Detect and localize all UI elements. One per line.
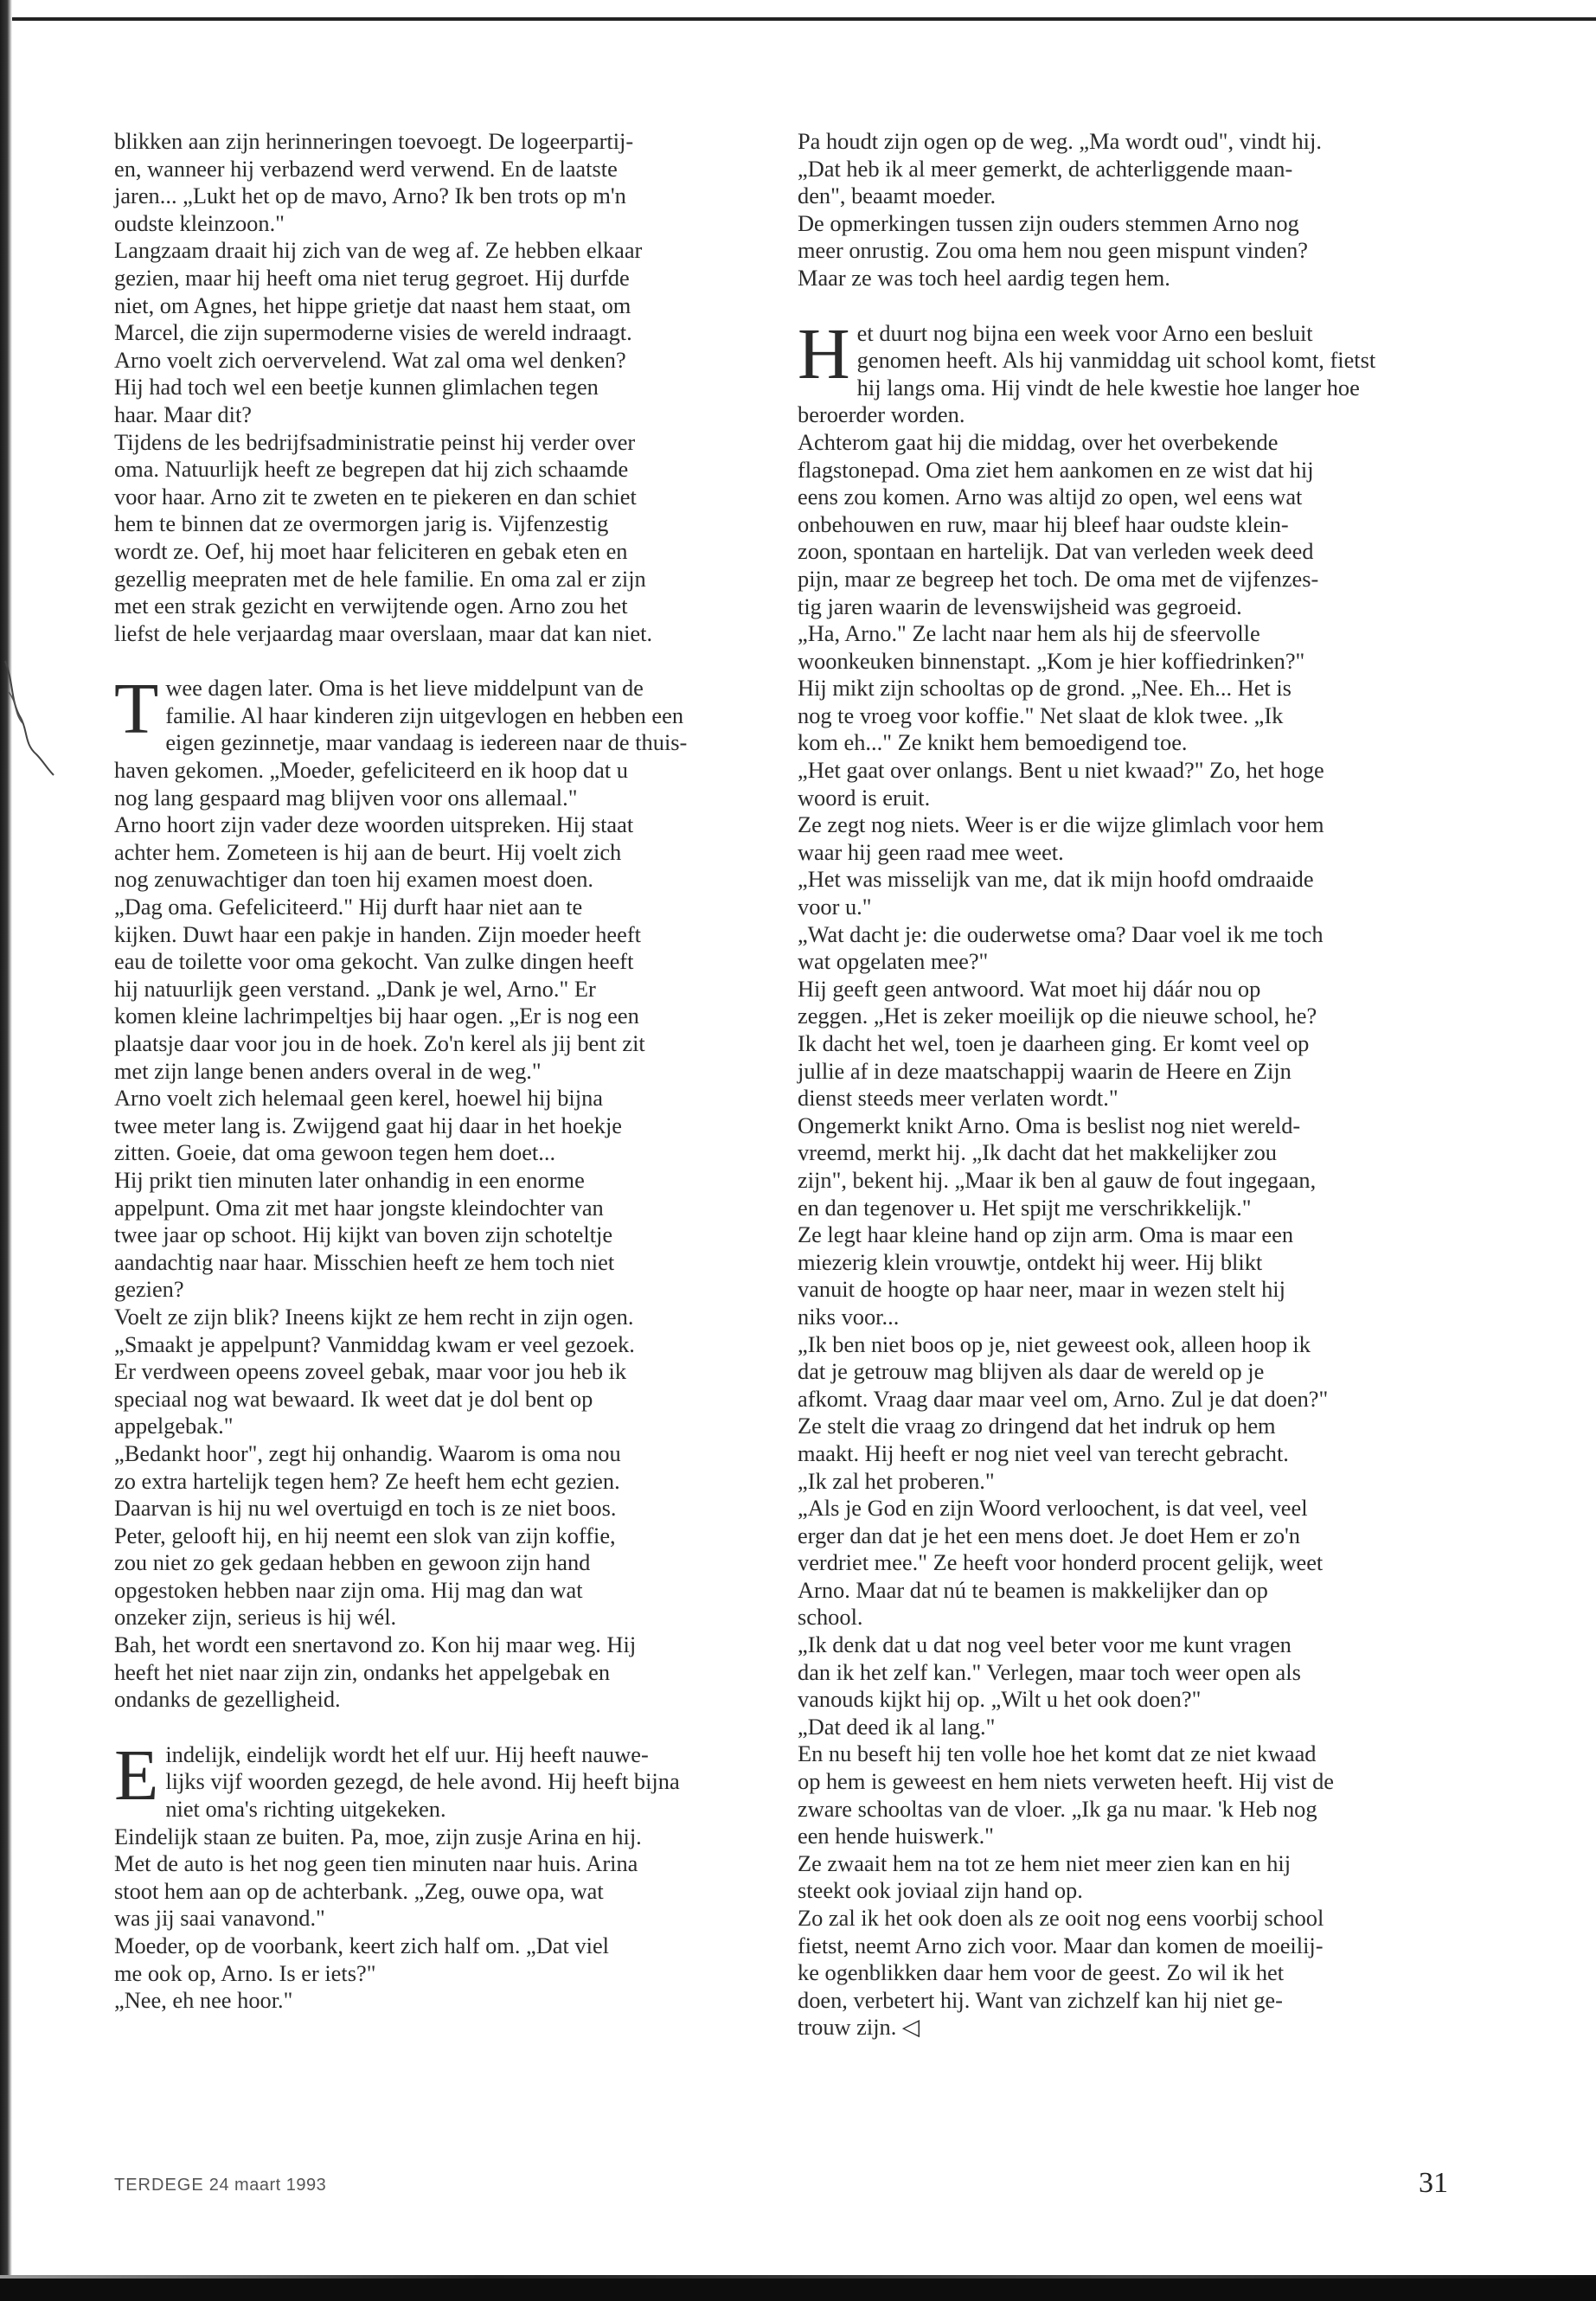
text-line: Arno voelt zich helemaal geen kerel, hoewel hij bijna (114, 1085, 603, 1112)
text-line: „Het was misselijk van me, dat ik mijn hoofd omdraaide (798, 866, 1314, 893)
text-line: wat opgelaten mee?" (798, 948, 989, 975)
text-line: liefst de hele verjaardag maar overslaan, maar dat kan niet. (114, 619, 653, 646)
text-line: Daarvan is hij nu wel overtuigd en toch is ze niet boos. (114, 1495, 617, 1522)
text-line: school. (798, 1604, 863, 1631)
text-line: indelijk, eindelijk wordt het elf uur. Hij heeft nauwe- (165, 1740, 649, 1767)
text-line: voor u." (798, 894, 872, 920)
text-line: Arno voelt zich oervervelend. Wat zal oma wel denken? (114, 346, 626, 373)
text-line: onbehouwen en ruw, maar hij bleef haar oudste klein- (798, 510, 1289, 537)
margin-scribble (2, 657, 71, 779)
paragraph (798, 128, 1439, 292)
text-line: afkomt. Vraag daar maar veel om, Arno. Zul je dat doen?" (798, 1385, 1329, 1412)
text-line: woord is eruit. (798, 784, 931, 811)
text-line: twee meter lang is. Zwijgend gaat hij daar in het hoekje (114, 1112, 622, 1138)
text-line: met een strak gezicht en verwijtende ogen. Arno zou het (114, 593, 628, 619)
text-line: Ongemerkt knikt Arno. Oma is beslist nog niet wereld- (798, 1112, 1301, 1138)
text-line: was jij saai vanavond." (114, 1905, 325, 1932)
text-line: Zo zal ik het ook doen als ze ooit nog eens voorbij school (798, 1905, 1324, 1931)
text-line: fietst, neemt Arno zich voor. Maar dan komen de moeilij- (798, 1932, 1324, 1958)
text-line: Maar ze was toch heel aardig tegen hem. (798, 264, 1170, 291)
text-line: hij natuurlijk geen verstand. „Dank je wel, Arno." Er (114, 975, 596, 1002)
text-line: dan ik het zelf kan." Verlegen, maar toch weer open als (798, 1658, 1301, 1685)
text-line: „Ik denk dat u dat nog veel beter voor me kunt vragen (798, 1631, 1292, 1658)
drop-cap: E (114, 1734, 159, 1816)
text-line: op hem is geweest en hem niets verweten heeft. Hij vist de (798, 1768, 1334, 1795)
text-line: Ik dacht het wel, toen je daarheen ging. Er komt veel op (798, 1030, 1310, 1056)
text-line: niet oma's richting uitgekeken. (165, 1796, 446, 1823)
text-line: De opmerkingen tussen zijn ouders stemmen Arno nog (798, 209, 1299, 236)
text-line: pijn, maar ze begreep het toch. De oma met de vijfenzes- (798, 565, 1319, 592)
text-line: onzeker zijn, serieus is hij wél. (114, 1604, 397, 1631)
text-line: speciaal nog wat bewaard. Ik weet dat je dol bent op (114, 1385, 593, 1412)
text-line: eens zou komen. Arno was altijd zo open, wel eens wat (798, 484, 1303, 510)
text-line: Peter, gelooft hij, en hij neemt een slok van zijn koffie, (114, 1522, 616, 1548)
issue-date: 24 maart 1993 (208, 2176, 327, 2195)
text-line: niet, om Agnes, het hippe grietje dat naast hem staat, om (114, 292, 631, 318)
text-line: „Ik zal het proberen." (798, 1467, 995, 1494)
text-line: Langzaam draait hij zich van de weg af. Ze hebben elkaar (114, 237, 643, 264)
text-line: jaren... „Lukt het op de mavo, Arno? Ik ben trots op m'n (114, 183, 626, 209)
text-line: ke ogenblikken daar hem voor de geest. Zo wil ik het (798, 1959, 1285, 1986)
text-line: zijn", bekent hij. „Maar ik ben al gauw de fout ingegaan, (798, 1166, 1317, 1193)
text-line: vanuit de hoogte op haar neer, maar in wezen stelt hij (798, 1276, 1285, 1303)
text-line: oudste kleinzoon." (114, 209, 285, 236)
drop-cap: H (798, 313, 850, 394)
text-line: dat je getrouw mag blijven als daar de wereld op je (798, 1358, 1265, 1385)
text-line: haar. Maar dit? (114, 401, 253, 427)
text-line: „Ik ben niet boos op je, niet geweest ook, alleen hoop ik (798, 1330, 1311, 1357)
text-line: aandachtig naar haar. Misschien heeft ze hem toch niet (114, 1248, 615, 1275)
text-line: „Smaakt je appelpunt? Vanmiddag kwam er veel gezoek. (114, 1330, 635, 1357)
text-line: kijken. Duwt haar een pakje in handen. Zijn moeder heeft (114, 920, 641, 947)
text-line: eigen gezinnetje, maar vandaag is iedereen naar de thuis- (165, 729, 688, 756)
section-two (114, 669, 756, 1714)
text-line: niks voor... (798, 1303, 900, 1330)
text-line: tig jaren waarin de levenswijsheid was gegroeid. (798, 593, 1242, 619)
text-line: dienst steeds meer verlaten wordt." (798, 1085, 1118, 1112)
text-line: wee dagen later. Oma is het lieve middelpunt van de (165, 675, 644, 702)
text-line: „Dat deed ik al lang." (798, 1713, 996, 1740)
text-line: Hij mikt zijn schooltas op de grond. „Nee. Eh... Het is (798, 675, 1292, 702)
text-line: flagstonepad. Oma ziet hem aankomen en ze wist dat hij (798, 456, 1314, 483)
text-line: et duurt nog bijna een week voor Arno een besluit (856, 319, 1313, 346)
text-line: „Nee, eh nee hoor." (114, 1987, 293, 2014)
text-line: miezerig klein vrouwtje, ontdekt hij weer. Hij blikt (798, 1248, 1263, 1275)
text-line: achter hem. Zometeen is hij aan de beurt. Hij voelt zich (114, 838, 622, 865)
text-line: oma. Natuurlijk heeft ze begrepen dat hij zich schaamde (114, 456, 629, 483)
text-line: appelpunt. Oma zit met haar jongste kleindochter van (114, 1194, 604, 1221)
text-line: Pa houdt zijn ogen op de weg. „Ma wordt oud", vindt hij. (798, 128, 1322, 154)
text-line: „Ha, Arno." Ze lacht naar hem als hij de sfeervolle (798, 620, 1260, 647)
text-line: ondanks de gezelligheid. (114, 1686, 341, 1713)
text-line: „Als je God en zijn Woord verloochent, is dat veel, veel (798, 1495, 1308, 1522)
text-line: beroerder worden. (798, 401, 965, 428)
text-line: Arno hoort zijn vader deze woorden uitspreken. Hij staat (114, 811, 634, 838)
page-number: 31 (1419, 2167, 1448, 2199)
text-line: den", beaamt moeder. (798, 183, 997, 209)
text-line: Ze stelt die vraag zo dringend dat het indruk op hem (798, 1413, 1276, 1439)
text-line: komen kleine lachrimpeltjes bij haar ogen. „Er is nog een (114, 1003, 639, 1029)
text-line: Achterom gaat hij die middag, over het overbekende (798, 428, 1279, 455)
text-line: gezien, maar hij heeft oma niet terug gegroet. Hij durfde (114, 264, 630, 291)
text-line: hem te binnen dat ze overmorgen jarig is. Vijfenzestig (114, 510, 609, 537)
text-line: verdriet mee." Ze heeft voor honderd procent gelijk, weet (798, 1549, 1324, 1576)
text-line: Moeder, op de voorbank, keert zich half om. „Dat viel (114, 1932, 609, 1958)
text-line: blikken aan zijn herinneringen toevoegt. De logeerpartij- (114, 128, 634, 154)
text-line: meer onrustig. Zou oma hem nou geen mispunt vinden? (798, 237, 1309, 264)
right-column (798, 128, 1439, 2041)
left-column (114, 128, 756, 2015)
magazine-name: TERDEGE (114, 2176, 204, 2195)
text-line: Ze zegt nog niets. Weer is er die wijze glimlach voor hem (798, 811, 1324, 838)
text-line: Met de auto is het nog geen tien minuten naar huis. Arina (114, 1850, 638, 1877)
text-line: Hij had toch wel een beetje kunnen glimlachen tegen (114, 374, 599, 401)
text-line: Ze legt haar kleine hand op zijn arm. Oma is maar een (798, 1221, 1294, 1248)
text-line: en dan tegenover u. Het spijt me verschrikkelijk." (798, 1194, 1252, 1221)
text-line: zeggen. „Het is zeker moeilijk op die nieuwe school, he? (798, 1003, 1317, 1029)
text-line: Voelt ze zijn blik? Ineens kijkt ze hem recht in zijn ogen. (114, 1303, 634, 1330)
text-line: zitten. Goeie, dat oma gewoon tegen hem doet... (114, 1139, 556, 1166)
text-line: met zijn lange benen anders overal in de weg." (114, 1057, 542, 1084)
text-line: „Het gaat over onlangs. Bent u niet kwaad?" Zo, het hoge (798, 757, 1324, 784)
text-line: eau de toilette voor oma gekocht. Van zulke dingen heeft (114, 948, 634, 975)
text-line: een hende huiswerk." (798, 1823, 994, 1849)
text-line: stoot hem aan op de achterbank. „Zeg, ouwe opa, wat (114, 1877, 604, 1904)
bottom-bar (0, 2279, 1596, 2301)
text-line: „Dag oma. Gefeliciteerd." Hij durft haar niet aan te (114, 894, 583, 920)
text-line: Marcel, die zijn supermoderne visies de wereld indraagt. (114, 319, 632, 346)
text-line: En nu beseft hij ten volle hoe het komt dat ze niet kwaad (798, 1740, 1317, 1767)
text-line: maakt. Hij heeft er nog niet veel van terecht gebracht. (798, 1439, 1289, 1466)
text-line: trouw zijn. ◁ (798, 2014, 920, 2041)
text-line: „Wat dacht je: die ouderwetse oma? Daar voel ik me toch (798, 920, 1324, 947)
section-three (114, 1734, 756, 2015)
text-line: zoon, spontaan en hartelijk. Dat van verleden week deed (798, 538, 1314, 565)
text-line: zo extra hartelijk tegen hem? Ze heeft hem echt gezien. (114, 1467, 620, 1494)
text-line: woonkeuken binnenstapt. „Kom je hier koffiedrinken?" (798, 647, 1305, 674)
text-line: zou niet zo gek gedaan hebben en gewoon zijn hand (114, 1549, 591, 1576)
text-line: twee jaar op schoot. Hij kijkt van boven zijn schoteltje (114, 1221, 613, 1248)
drop-cap: T (114, 669, 159, 750)
text-line: voor haar. Arno zit te zweten en te piekeren en dan schiet (114, 483, 637, 510)
text-line: waar hij geen raad mee weet. (798, 838, 1064, 865)
text-line: erger dan dat je het een mens doet. Je doet Hem er zo'n (798, 1522, 1300, 1548)
text-line: appelgebak." (114, 1413, 234, 1439)
text-line: vanouds kijkt hij op. „Wilt u het ook doen?" (798, 1686, 1202, 1713)
text-line: Arno. Maar dat nú te beamen is makkelijker dan op (798, 1576, 1268, 1603)
text-line: hij langs oma. Hij vindt de hele kwestie hoe langer hoe (856, 374, 1360, 401)
text-line: doen, verbetert hij. Want van zichzelf kan hij niet ge- (798, 1986, 1283, 2013)
text-line: nog te vroeg voor koffie." Net slaat de klok twee. „Ik (798, 702, 1284, 728)
text-line: Ze zwaait hem na tot ze hem niet meer zien kan en hij (798, 1849, 1292, 1876)
text-line: Er verdween opeens zoveel gebak, maar voor jou heb ik (114, 1358, 627, 1385)
text-line: steekt ook joviaal zijn hand op. (798, 1877, 1083, 1904)
text-line: kom eh..." Ze knikt hem bemoedigend toe. (798, 729, 1188, 756)
text-line: nog lang gespaard mag blijven voor ons allemaal." (114, 784, 578, 811)
text-line: en, wanneer hij verbazend werd verwend. En de laatste (114, 155, 618, 182)
paragraph (114, 128, 756, 647)
text-line: Tijdens de les bedrijfsadministratie peinst hij verder over (114, 428, 636, 455)
text-line: opgestoken hebben naar zijn oma. Hij mag dan wat (114, 1576, 583, 1603)
text-line: „Bedankt hoor", zegt hij onhandig. Waarom is oma nou (114, 1439, 621, 1466)
text-line: „Dat heb ik al meer gemerkt, de achterliggende maan- (798, 155, 1293, 182)
footer-magazine (114, 2176, 326, 2195)
text-line: gezien? (114, 1276, 184, 1303)
text-line: familie. Al haar kinderen zijn uitgevlogen en hebben een (165, 702, 684, 728)
text-line: genomen heeft. Als hij vanmiddag uit school komt, fietst (856, 347, 1376, 374)
text-line: wordt ze. Oef, hij moet haar feliciteren en gebak eten en (114, 537, 628, 564)
text-line: vreemd, merkt hij. „Ik dacht dat het makkelijker zou (798, 1139, 1277, 1166)
text-line: Eindelijk staan ze buiten. Pa, moe, zijn zusje Arina en hij. (114, 1823, 642, 1849)
text-line: gezellig meepraten met de hele familie. En oma zal er zijn (114, 565, 646, 592)
text-line: jullie af in deze maatschappij waarin de Heere en Zijn (798, 1057, 1292, 1084)
text-line: Hij geeft geen antwoord. Wat moet hij dáár nou op (798, 975, 1261, 1002)
text-line: Hij prikt tien minuten later onhandig in een enorme (114, 1166, 585, 1193)
text-line: lijks vijf woorden gezegd, de hele avond. Hij heeft bijna (165, 1768, 680, 1795)
text-line: zware schooltas van de vloer. „Ik ga nu maar. 'k Heb nog (798, 1795, 1317, 1822)
text-line: me ook op, Arno. Is er iets?" (114, 1959, 376, 1986)
scan-edge-shadow (0, 0, 12, 2301)
text-line: Bah, het wordt een snertavond zo. Kon hij maar weg. Hij (114, 1631, 637, 1658)
text-line: plaatsje daar voor jou in de hoek. Zo'n kerel als jij bent zit (114, 1030, 645, 1056)
text-line: heeft het niet naar zijn zin, ondanks het appelgebak en (114, 1658, 611, 1685)
top-rule (12, 17, 1596, 21)
text-line: haven gekomen. „Moeder, gefeliciteerd en ik hoop dat u (114, 757, 628, 784)
text-line: nog zenuwachtiger dan toen hij examen moest doen. (114, 866, 594, 893)
section-four (798, 313, 1439, 2041)
